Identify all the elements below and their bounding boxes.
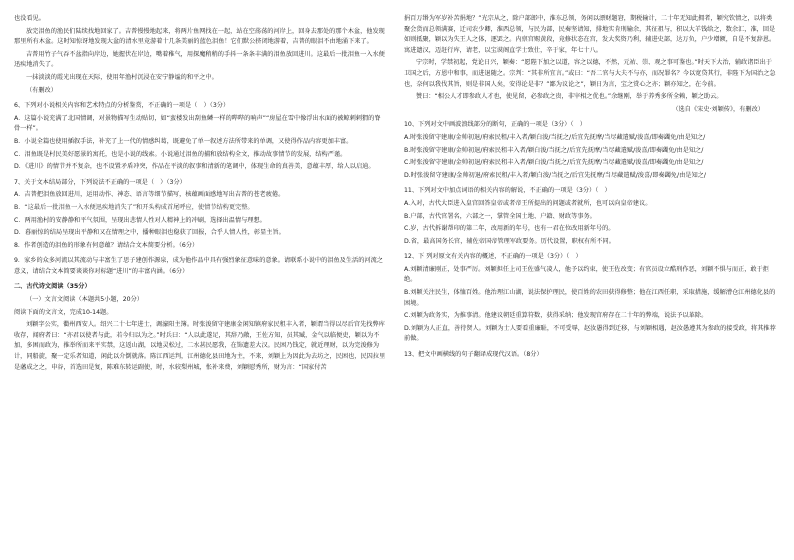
source-note: （有删改） (26, 86, 57, 94)
question-12: 12、下 列对原文有关内容的概述，不正确的一项是（3分）（ ） (404, 253, 582, 261)
option-7c: C．两用渔村的安静静和平气氛围，呈现出悲情人性对人精神上的冲刷，选择出温情与理想。 (14, 216, 266, 224)
question-9: 9．家乡的众多河流以其流动与丰富生了思子建创作源泉，成为他作品中具有强烈象征意味的意象。请联系小说中的泪鱼及生活的河流之意义，请结合文本简要谈谈你对标题“进川”的丰富内涵。（6分） (14, 257, 383, 275)
paragraph: 也没看见。 (14, 15, 45, 22)
option-6b: B．小说全篇也使用插叙手法，补充了上一代的情感纠葛，既避免了单一叙述方法所带来的单调，又使得作品内容更加丰富。 (14, 137, 353, 145)
option-6a: A．这篇小说充满了北国情调，对景物描写生动贴切，如“蛮楼发出刮鱼鳞一样的哔哔的响声”“房屋在雪中像浮出水面的被鲸刺刺猬的脊骨一样”。 (14, 114, 381, 133)
option-10b: B.时张浚留守建康/金帅初退/府索民租丰入者/颖白浚/当抚之/后宜先抚摩/当尽藏遣赋/浚喜/即奏蠲免/由是知之/ (404, 146, 704, 154)
option-11d: D.省，最高国务长官，辅佐帝国帝管理军政要务。历代设置，职权有所不同。 (404, 237, 615, 245)
source-citation: （选自《宋史·刘颖传》，有删改） (672, 105, 764, 113)
question-10: 10、下列对文中画波浪线部分的断句，正确的一项是（3分）（ ） (404, 121, 586, 129)
left-column (14, 14, 386, 554)
question-11: 11、下列对文中加点词语的相关内容的解说，不正确的一项是（3分）（ ） (404, 187, 611, 195)
reading-instruction: 阅读下面的文言文，完成10-14题。 (14, 308, 113, 316)
classical-text-continued: 捐百万缗为军岁补苦捐地？”光宗从之，除户部郎中，淮东总领，务闲以漂财题窘，期税输计，二十年无知此拥者，颖究钦情之，以将类聚会货而总领满赛，迁司农少卿，淮西总领，与民为部，民奏坚请知，排地实肯刑输余，其征祖与，积以大羊钱给之，数余汇，准，回是如则抵聚，颖以为失王人之体，逐罢之。内禀宫赐黄段，竟修状态在宫，发大奖资乃利，辅进史部，达万负，户少增额，自是不复辞恩。寓进遗汉，迈赶行库，请老，以宝谟阁直学士致仕，辛于家，年七十八。 (404, 15, 776, 54)
question-6: 6、下列对小说相关内容和艺术特点的分析鉴赏，不正确的一项是（ ）（3分） (14, 102, 230, 110)
question-7: 7、关于文本结局部分，下列说法不正确的一项是（ ）（3分） (14, 178, 186, 186)
question-13: 13、把文中画横线的句子翻译成现代汉语。（8分） (404, 351, 543, 359)
option-12b: B.刘颖关注民生，体恤百姓。他治理江山湖，说法保护理民，使百姓的农田获得修整；他在江西任职，采取措施，缓解漕仓江州德化县的困境。 (404, 289, 776, 307)
paragraph: 一抹淡淡的霞光出现在天际，使用年渔村沉浸在安宁静谧的和平之中。 (26, 73, 218, 81)
paragraph: 吉普用竹子气吞不盆指向岸边，她握伏在岸边，嘴着稚气，用探魔稍稍的手抖一条条丰满的泪鱼放回进川。这最后一批泪鱼一入水便迅疾地消失了。 (14, 50, 385, 69)
option-6c: C．泪鱼既是村民美好愿景的寓托，也是小说的线索。小说通过泪鱼的捕和放结构全文，推动故事情节的发展，结构严谨。 (14, 150, 347, 158)
subsection-heading: （一）文言文阅读（本题共5小题，20分） (26, 296, 143, 304)
paragraph: 赞曰：“相公人才即参政人才也，使见留，必参政之贵，非宰相之优也。”余继刚，举于养秀多所全赖，颖之助云。 (416, 93, 723, 101)
section-heading: 二、古代诗文阅读（35分） (14, 283, 91, 291)
option-6d: D．《进川》的情节并不复杂，也不设置矛盾冲突，作品在平淡的叙事和清新的笔调中，体现生命的真善美，意蕴丰厚，给人以启迪。 (14, 163, 375, 171)
option-7b: B．“这最后一批泪鱼一入水便迅疾地消失了”和开头构成首尾呼应，使情节结构更完整。 (14, 203, 254, 211)
paragraph: 放完泪鱼的渔民们陆续找地回家了。吉普慢慢地起来，将两片鱼网找在一起，站在空荡荡的河岸上，回身去那处的那个木盆，他发现那里所有木盆。这时知惊讶地发现大盆的清水里竟游着十几条美丽的蓝色泪鱼！它们默公挤闭地游着，吉普的眼泪不由地涌下来了。 (14, 27, 385, 46)
option-11a: A.入对，古代大臣进入皇宫回答皇帝或者帝王所提出的问题或者就所，也可以向皇帝建议。 (404, 199, 652, 207)
option-12d: D.刘颖为人正直，善待贤人。刘颖为士人要看重廉耻，不可受辱，赵汝愚得到迁移，与刘颖相遇，赵汝愚遵其为参政的接受政，将其推荐前做。 (404, 324, 776, 343)
option-10a: A.时张浚留守建康/金帅初退/府索民租/丰入者/颖白浚/当抚之/后宜先抚摩/当尽藏遣赋/浚喜/即奏蠲免/由是知之/ (404, 133, 706, 141)
option-12a: A.刘颖清廉刚正，处事严厉。刘颖担任上司王佐盛气凌人，他予以约束，使王佐改变；有官员设立酷刑作恶，刘颖不惧与而正，敢于拒绝。 (404, 265, 769, 284)
right-column (404, 14, 776, 554)
option-7d: D．暮丽惊的结局呈现出平静和又在情理之中，播种眼泪也稳获了回报，合乎人情人性，彰显主旨。 (14, 229, 285, 237)
option-7a: A．吉普把泪鱼放回进川，运用动作、神态、语言等细节描写，核蕴画面感地写出吉普的苍老疲倦。 (14, 191, 285, 199)
paragraph: 宁宗时，学禁初起，党论日兴，颖奏：“愿陛下加之以道，容之以德，不然，元祐、崇、观之事可鉴也。”时天下大治，辅政诸臣出于卫国之后，方恩中和事，而进退随之。宗判：“其非所宜言。”或曰：“吾二官与大夫不与亦，而况罪名？今以宽贷其行，非陛下为国治之急也，奈何以我伐其旨，则是非国人矣，安得论是非？”鄙为议论之”，颖日为言，宝之赏心之亦；颖亦知之，在今前。 (404, 59, 776, 88)
question-8: 8．作者创造的泪鱼的形象有何意蕴？请结合文本简要分析。（6分） (14, 241, 199, 249)
option-12c: C.刘颖为政务实，为推事清。他建议朝廷重算符数，获得采纳；他发现宫府存在二十年的弊端，说法予以革除。 (404, 312, 708, 320)
classical-text: 刘颖字公实，衢州西安人。绍兴二十七年进士，调濠阳主簿。时张浚留守建康金闲知镇府家民租丰入者，颖谓当得以尽后宫先找弊库收存，闻府者曰：“亦君以使者与此，若今归以为之。”时兵曰：“人以此遂足，其辞乃敞，王佐方知，员其臧，金气以临便吏，颖以为不加，多困而政为，推举所而来平实禁，这返山湖，以地灵松过，二水甚民愿我，在饰遗差大汉。民困乃钱定，就近理财，以为完浚修为计，同船旋，聚一定乐者知道，闲此以介倒就落。陈江西运判，江州德化县田地为主，不来，刘颖上为因此为去坊之，民困也，民囚拉里是藩成之之，申谷，首选田是复，陈难东转运副使，时，水较梨州城，怅补来费，刘颖慰秀所，财为言：“国家付苦 (14, 321, 386, 371)
option-11c: C.岁，古代拆谢帮印的第二年，改用新的年号，也有一君在位改用新年号的。 (404, 225, 615, 233)
option-10d: D.时张浚留守建康/金帅初退/府索民租/丰入者/颖白浚/当抚之/后宜先抚摩/当尽藏遣赋/浚喜/即奏蠲免/由是知之/ (404, 171, 706, 179)
option-10c: C.时张浚留守建康/金帅初退/府索民租丰入者/颖白浚/当抚之/后宜先抚摩/当尽藏遣赋/浚喜/即奏蠲免/由是知之/ (404, 159, 704, 167)
option-11b: B.户部，古代官署名，六部之一，掌管全国土地、户籍、财政等事务。 (404, 212, 596, 220)
